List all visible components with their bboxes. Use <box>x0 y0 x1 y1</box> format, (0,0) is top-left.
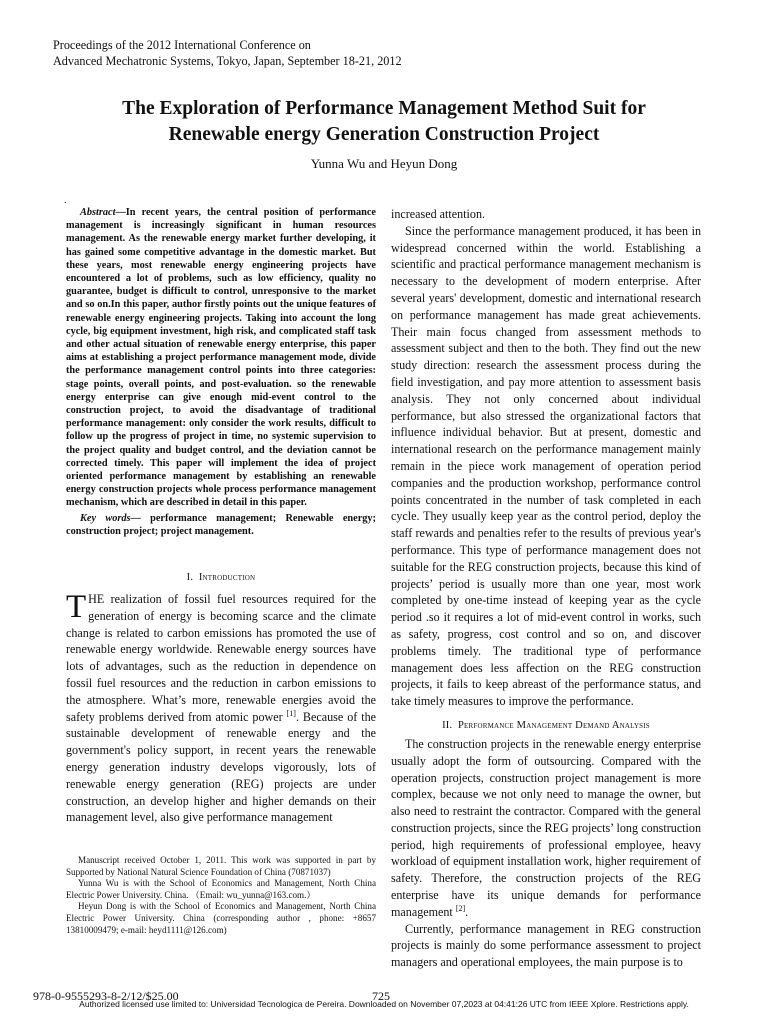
footnote-manuscript: Manuscript received October 1, 2011. This work was supported in part by Supported by National Natural Science Foundation of China (70871037) <box>66 855 376 877</box>
abstract <box>66 206 376 510</box>
demand-text-b: . <box>465 904 469 919</box>
keywords-dash: — <box>130 512 141 524</box>
intro-text-b: . Because of the sustainable development of renewable energy and the government's policy support, in recent years the renewable energy generation industry develops vigorously, lots of renewable energy generation (REG) projects are under construction, an develop higher and higher demands on their management level, also give performance management <box>66 709 377 825</box>
section-2-title: Performance Management Demand Analysis <box>457 719 650 731</box>
drop-cap: T <box>66 589 87 626</box>
intro-paragraph <box>66 591 376 826</box>
footnote-author-2: Heyun Dong is with the School of Economics and Management, North China Electric Power University. China (corresponding author , phone: +8657 13810009479; e-mail: heyd1111@126.com) <box>66 901 376 935</box>
keywords-text: performance management; Renewable energy; construction project; project management. <box>66 512 376 537</box>
stray-dot: . <box>64 195 67 206</box>
right-column <box>391 206 701 971</box>
header-line-2: Advanced Mechatronic Systems, Tokyo, Japan, September 18-21, 2012 <box>53 54 402 68</box>
background-paragraph: Since the performance management produced, it has been in widespread concerned within the world. Establishing a scientific and practical performance management mechanism is necessary to the development of modern enterprise. After several years' development, domestic and international research on performance management has made great achievements. Their main focus changed from assessment methods to assessment subject and then to the both. They find out the new study direction: research the assessment process during the field investigation, and pay more attention to assessment basis analysis. They not only concerned about individual performance, but also stressed the organizational factors that influence individual behavior. But at present, domestic and international research on the performance management mainly remain in the piece work management of operation period companies and the production workshop, performance control points concentrated in the number of task completed in each cycle. They usually keep year as the control period, deploy the staff rewards and penalties refer to the results of previous year's performance. This type of performance management does not suitable for the REG construction projects, because this kind of projects’ period is usually more than one year, most work completed by one-time instead of keeping year as the cycle period .so it requires a lot of mid-event control in works, such as safety, progress, cost control and so on, and discover problems timely. The traditional type of performance management does less affection on the REG construction projects, it fails to keep abreast of the performance status, and take timely measures to improve the performance. <box>391 223 701 709</box>
isbn-footer: 978-0-9555293-8-2/12/$25.00 <box>33 989 179 1003</box>
title-line-1: The Exploration of Performance Management Method Suit for <box>122 98 646 119</box>
footnote-author-1: Yunna Wu is with the School of Economics and Management, North China Electric Power University. China. （Email: wu_yunna@163.com.） <box>66 878 376 900</box>
section-2-heading <box>391 720 701 731</box>
continuation-text: increased attention. <box>391 207 486 221</box>
section-1-heading <box>66 572 376 583</box>
footnotes <box>66 855 376 936</box>
authors: Yunna Wu and Heyun Dong <box>310 156 458 171</box>
abstract-dash: — <box>115 207 126 218</box>
page-number: 725 <box>372 989 390 1003</box>
title-line-2: Renewable energy Generation Construction Project <box>168 124 600 145</box>
header-line-1: Proceedings of the 2012 International Conference on <box>53 38 311 52</box>
paper-title <box>40 96 728 148</box>
abstract-text: In recent years, the central position of performance management is increasingly significant in human resources management. As the renewable energy market further developing, it has gained some competitive advantage in the domestic market. But these years, most renewable energy engineering projects have encountered a lot of problems, such as low efficiency, quality no guarantee, budget is difficult to control, unresponsive to the market and so on.In this paper, author firstly points out the unique features of renewable energy engineering projects. Taking into account the long cycle, big equipment investment, high risk, and complicated staff task and other actual situation of renewable energy enterprise, this paper aims at establishing a project performance management mode, divide the performance management control points into three categories: stage points, overall points, and post-evaluation. so the renewable energy enterprise can give enough mid-event control to the construction project, to avoid the disadvantage of traditional performance management: only consider the work results, difficult to follow up the progress of project in time, no systemic supervision to the project quality and budget control, and the deviation cannot be corrected timely. This paper will implement the idea of project oriented performance management by establishing an renewable energy construction projects whole process performance management mechanism, which are described in detail in this paper. <box>66 207 376 509</box>
license-notice: Authorized licensed use limited to: Universidad Tecnologica de Pereira. Downloaded on November 07,2023 at 04:41:26 UTC from IEEE Xplore. Restrictions apply. <box>79 999 689 1009</box>
abstract-label: Abstract <box>80 207 116 218</box>
citation-2: [2] <box>455 903 466 913</box>
section-1-numeral: I. <box>186 572 194 584</box>
left-column <box>66 206 376 826</box>
section-2-numeral: II. <box>442 719 453 731</box>
demand-paragraph <box>391 736 701 921</box>
demand-text-a: The construction projects in the renewable energy enterprise usually adopt the form of outsourcing. Compared with the operation projects, construction project management is more complex, because we not only need to manage the owner, but also need to restraint the contractor. Compared with the general construction projects, since the REG projects’ long construction period, high requirements of professional employee, heavy workload of equipment installation work, higher requirement of safety. Therefore, the construction projects of the REG enterprise have its unique demands for performance management <box>391 736 701 919</box>
keywords <box>66 512 376 538</box>
conference-header <box>53 37 402 69</box>
section-1-title: Introduction <box>198 572 256 584</box>
citation-1: [1] <box>286 708 296 718</box>
intro-text-a: HE realization of fossil fuel resources required for the generation of energy is becoming scarce and the climate change is related to carbon emissions has promoted the use of renewable energy worldwide. Renewable energy sources have lots of advantages, such as the reduction in dependence on fossil fuel resources and the reduction in carbon emissions to the atmosphere. What’s more, renewable energies avoid the safety problems derived from atomic power <box>66 592 376 724</box>
current-paragraph: Currently, performance management in REG construction projects is mainly do some performance assessment to project managers and operational employees, the main purpose is to <box>391 921 701 970</box>
keywords-label: Key words <box>80 512 131 524</box>
